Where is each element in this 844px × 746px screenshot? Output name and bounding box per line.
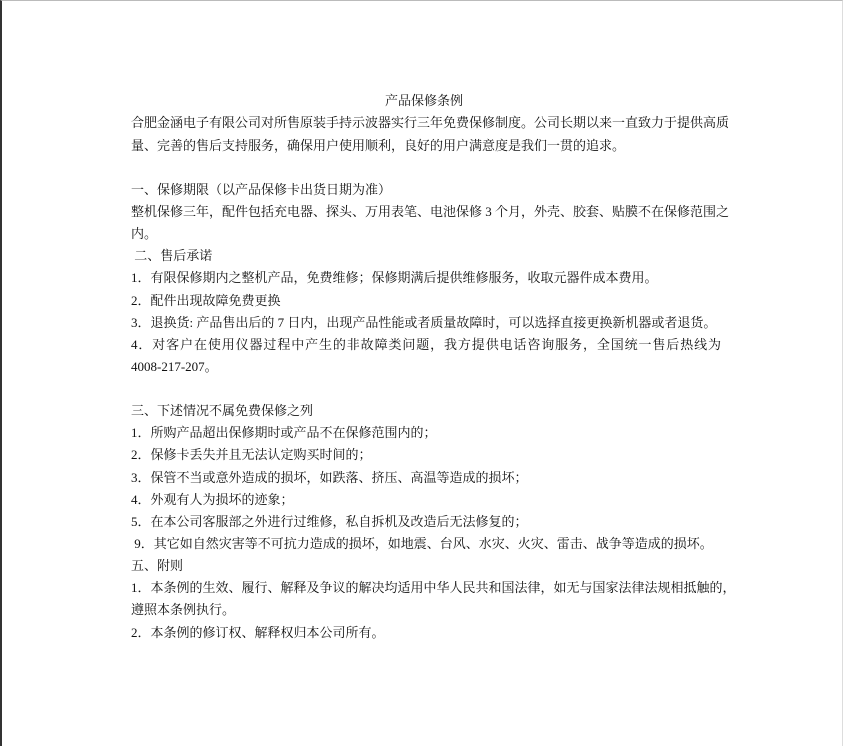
section-heading: 二、售后承诺 [131, 248, 213, 263]
list-item: 4．对客户在使用仪器过程中产生的非故障类问题，我方提供电话咨询服务，全国统一售后热线为 [131, 337, 721, 352]
list-item: 9．其它如自然灾害等不可抗力造成的损坏，如地震、台风、水灾、火灾、雷击、战争等造成的损坏。 [131, 536, 713, 551]
section-text: 整机保修三年，配件包括充电器、探头、万用表笔、电池保修 3 个月，外壳、胶套、贴膜不在保修范围之 [131, 204, 730, 219]
section-heading: 五、附则 [131, 558, 184, 573]
list-item: 4．外观有人为损坏的迹象； [131, 492, 294, 507]
intro-line: 合肥金涵电子有限公司对所售原装手持示波器实行三年免费保修制度。公司长期以来一直致力于提供高质 [131, 115, 730, 130]
list-item: 2．配件出现故障免费更换 [131, 293, 281, 308]
list-item: 1．所购产品超出保修期时或产品不在保修范围内的； [131, 425, 437, 440]
list-item: 5．在本公司客服部之外进行过维修，私自拆机及改造后无法修复的； [131, 514, 528, 529]
list-item: 3．保管不当或意外造成的损坏，如跌落、挤压、高温等造成的损坏； [131, 470, 528, 485]
list-item: 1．本条例的生效、履行、解释及争议的解决均适用中华人民共和国法律，如无与国家法律法规相抵触的， [131, 580, 736, 595]
page-title: 产品保修条例 [384, 93, 463, 108]
section-heading: 三、下述情况不属免费保修之列 [131, 403, 314, 418]
list-item: 1．有限保修期内之整机产品，免费维修；保修期满后提供维修服务，收取元器件成本费用。 [131, 270, 658, 285]
hotline-number: 4008-217-207。 [131, 359, 218, 374]
section-heading: 一、保修期限（以产品保修卡出货日期为准） [131, 182, 392, 197]
list-item: 遵照本条例执行。 [131, 602, 236, 617]
list-item: 3．退换货: 产品售出后的 7 日内，出现产品性能或者质量故障时，可以选择直接更换新机器或者退货。 [131, 315, 717, 330]
list-item: 2．本条例的修订权、解释权归本公司所有。 [131, 625, 385, 640]
list-item: 2．保修卡丢失并且无法认定购买时间的； [131, 447, 372, 462]
section-text: 内。 [131, 226, 158, 241]
intro-line: 量、完善的售后支持服务，确保用户使用顺利，良好的用户满意度是我们一贯的追求。 [131, 138, 626, 153]
